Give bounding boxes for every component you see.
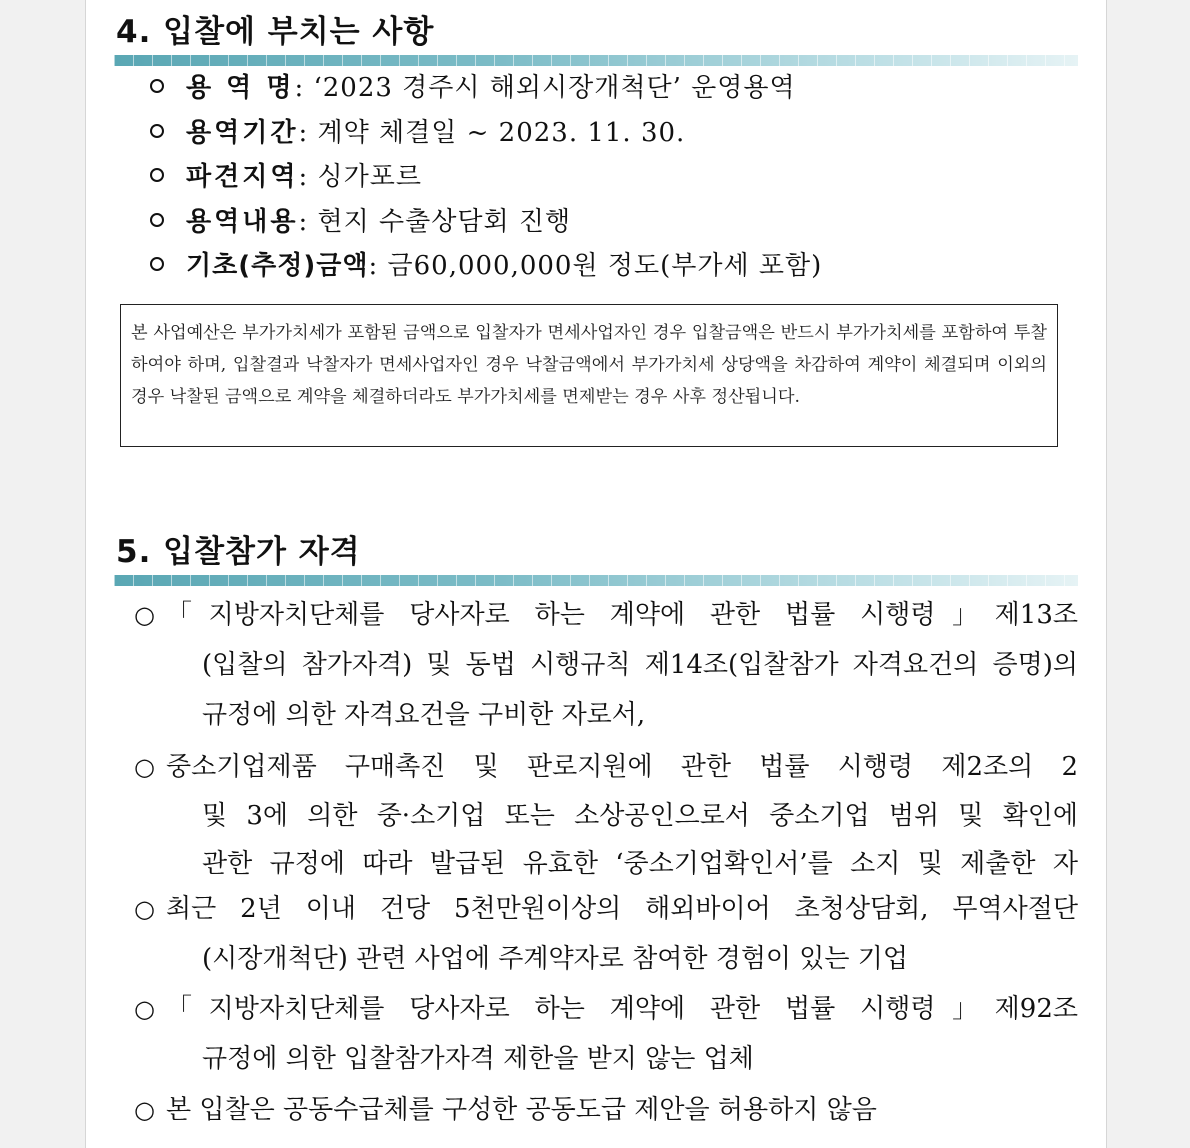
- item-line: 관한 규정에 따라 발급된 유효한 ‘중소기업확인서’를 소지 및 제출한 자: [202, 849, 1078, 879]
- item-line: 최근 2년 이내 건당 5천만원이상의 해외바이어 초청상담회, 무역사절단: [166, 894, 1078, 924]
- bullet-value: : 현지 수출상담회 진행: [298, 207, 572, 237]
- item-line: 및 3에 의한 중·소기업 또는 소상공인으로서 중소기업 범위 및 확인에: [202, 801, 1078, 831]
- item-line: (입찰의 참가자격) 및 동법 시행규칙 제14조(입찰참가 자격요건의 증명)의: [202, 650, 1078, 680]
- bullet-value: : 계약 체결일 ~ 2023. 11. 30.: [298, 118, 686, 148]
- section-5-rule: [114, 575, 1078, 586]
- item-line: (시장개척단) 관련 사업에 주계약자로 참여한 경험이 있는 기업: [202, 944, 909, 974]
- item-line: 규정에 의한 입찰참가자격 제한을 받지 않는 업체: [202, 1044, 754, 1074]
- item-line: 규정에 의한 자격요건을 구비한 자로서,: [202, 700, 646, 730]
- section-4-rule: [114, 55, 1078, 66]
- circle-bullet-icon: ○: [134, 995, 155, 1023]
- section-4-heading: 4. 입찰에 부치는 사항: [116, 14, 435, 50]
- bullet-label: 용역내용: [186, 207, 299, 237]
- bullet-base-amount: [150, 246, 822, 286]
- item-line: 중소기업제품 구매촉진 및 판로지원에 관한 법률 시행령 제2조의 2: [166, 752, 1078, 782]
- bullet-service-name: [150, 68, 796, 108]
- qualification-item-3: [134, 884, 1078, 984]
- bullet-dispatch-region: [150, 157, 422, 197]
- budget-note-box: 본 사업예산은 부가가치세가 포함된 금액으로 입찰자가 면세사업자인 경우 입찰금액은 반드시 부가가치세를 포함하여 투찰하여야 하며, 입찰결과 낙찰자가 면세사업자인 경우 낙찰금액에서 부가가치세 상당액을 차감하여 계약이 체결되며 이외의 경우 낙찰된 금액으로 계약을 체결하더라도 부가가치세를 면제받는 경우 사후 정산됩니다.: [120, 304, 1058, 447]
- bullet-label: 용 역 명: [186, 73, 295, 103]
- circle-bullet-icon: [150, 168, 164, 182]
- bullet-service-period: [150, 113, 685, 153]
- section-5-heading: 5. 입찰참가 자격: [116, 534, 361, 570]
- bullet-label: 파견지역: [186, 162, 299, 192]
- item-line: 「지방자치단체를 당사자로 하는 계약에 관한 법률 시행령」제13조: [166, 600, 1078, 630]
- circle-bullet-icon: ○: [134, 895, 155, 923]
- item-line: 본 입찰은 공동수급체를 구성한 공동도급 제안을 허용하지 않음: [166, 1095, 877, 1125]
- bullet-label: 용역기간: [186, 118, 299, 148]
- qualification-item-2: [134, 742, 1078, 888]
- item-line: 「지방자치단체를 당사자로 하는 계약에 관한 법률 시행령」제92조: [166, 994, 1078, 1024]
- bullet-label: 기초(추정)금액: [186, 251, 369, 281]
- circle-bullet-icon: ○: [134, 601, 155, 629]
- qualification-item-5: [134, 1085, 1078, 1135]
- circle-bullet-icon: [150, 124, 164, 138]
- circle-bullet-icon: ○: [134, 753, 155, 781]
- document-page: [85, 0, 1107, 1148]
- bullet-value: : 싱가포르: [298, 162, 422, 192]
- bullet-value: : 금60,000,000원 정도(부가세 포함): [368, 251, 823, 281]
- circle-bullet-icon: [150, 257, 164, 271]
- bullet-value: : ‘2023 경주시 해외시장개척단’ 운영용역: [294, 73, 796, 103]
- qualification-item-1: [134, 590, 1078, 740]
- circle-bullet-icon: [150, 213, 164, 227]
- circle-bullet-icon: ○: [134, 1096, 155, 1124]
- circle-bullet-icon: [150, 79, 164, 93]
- bullet-service-content: [150, 202, 571, 242]
- qualification-item-4: [134, 984, 1078, 1084]
